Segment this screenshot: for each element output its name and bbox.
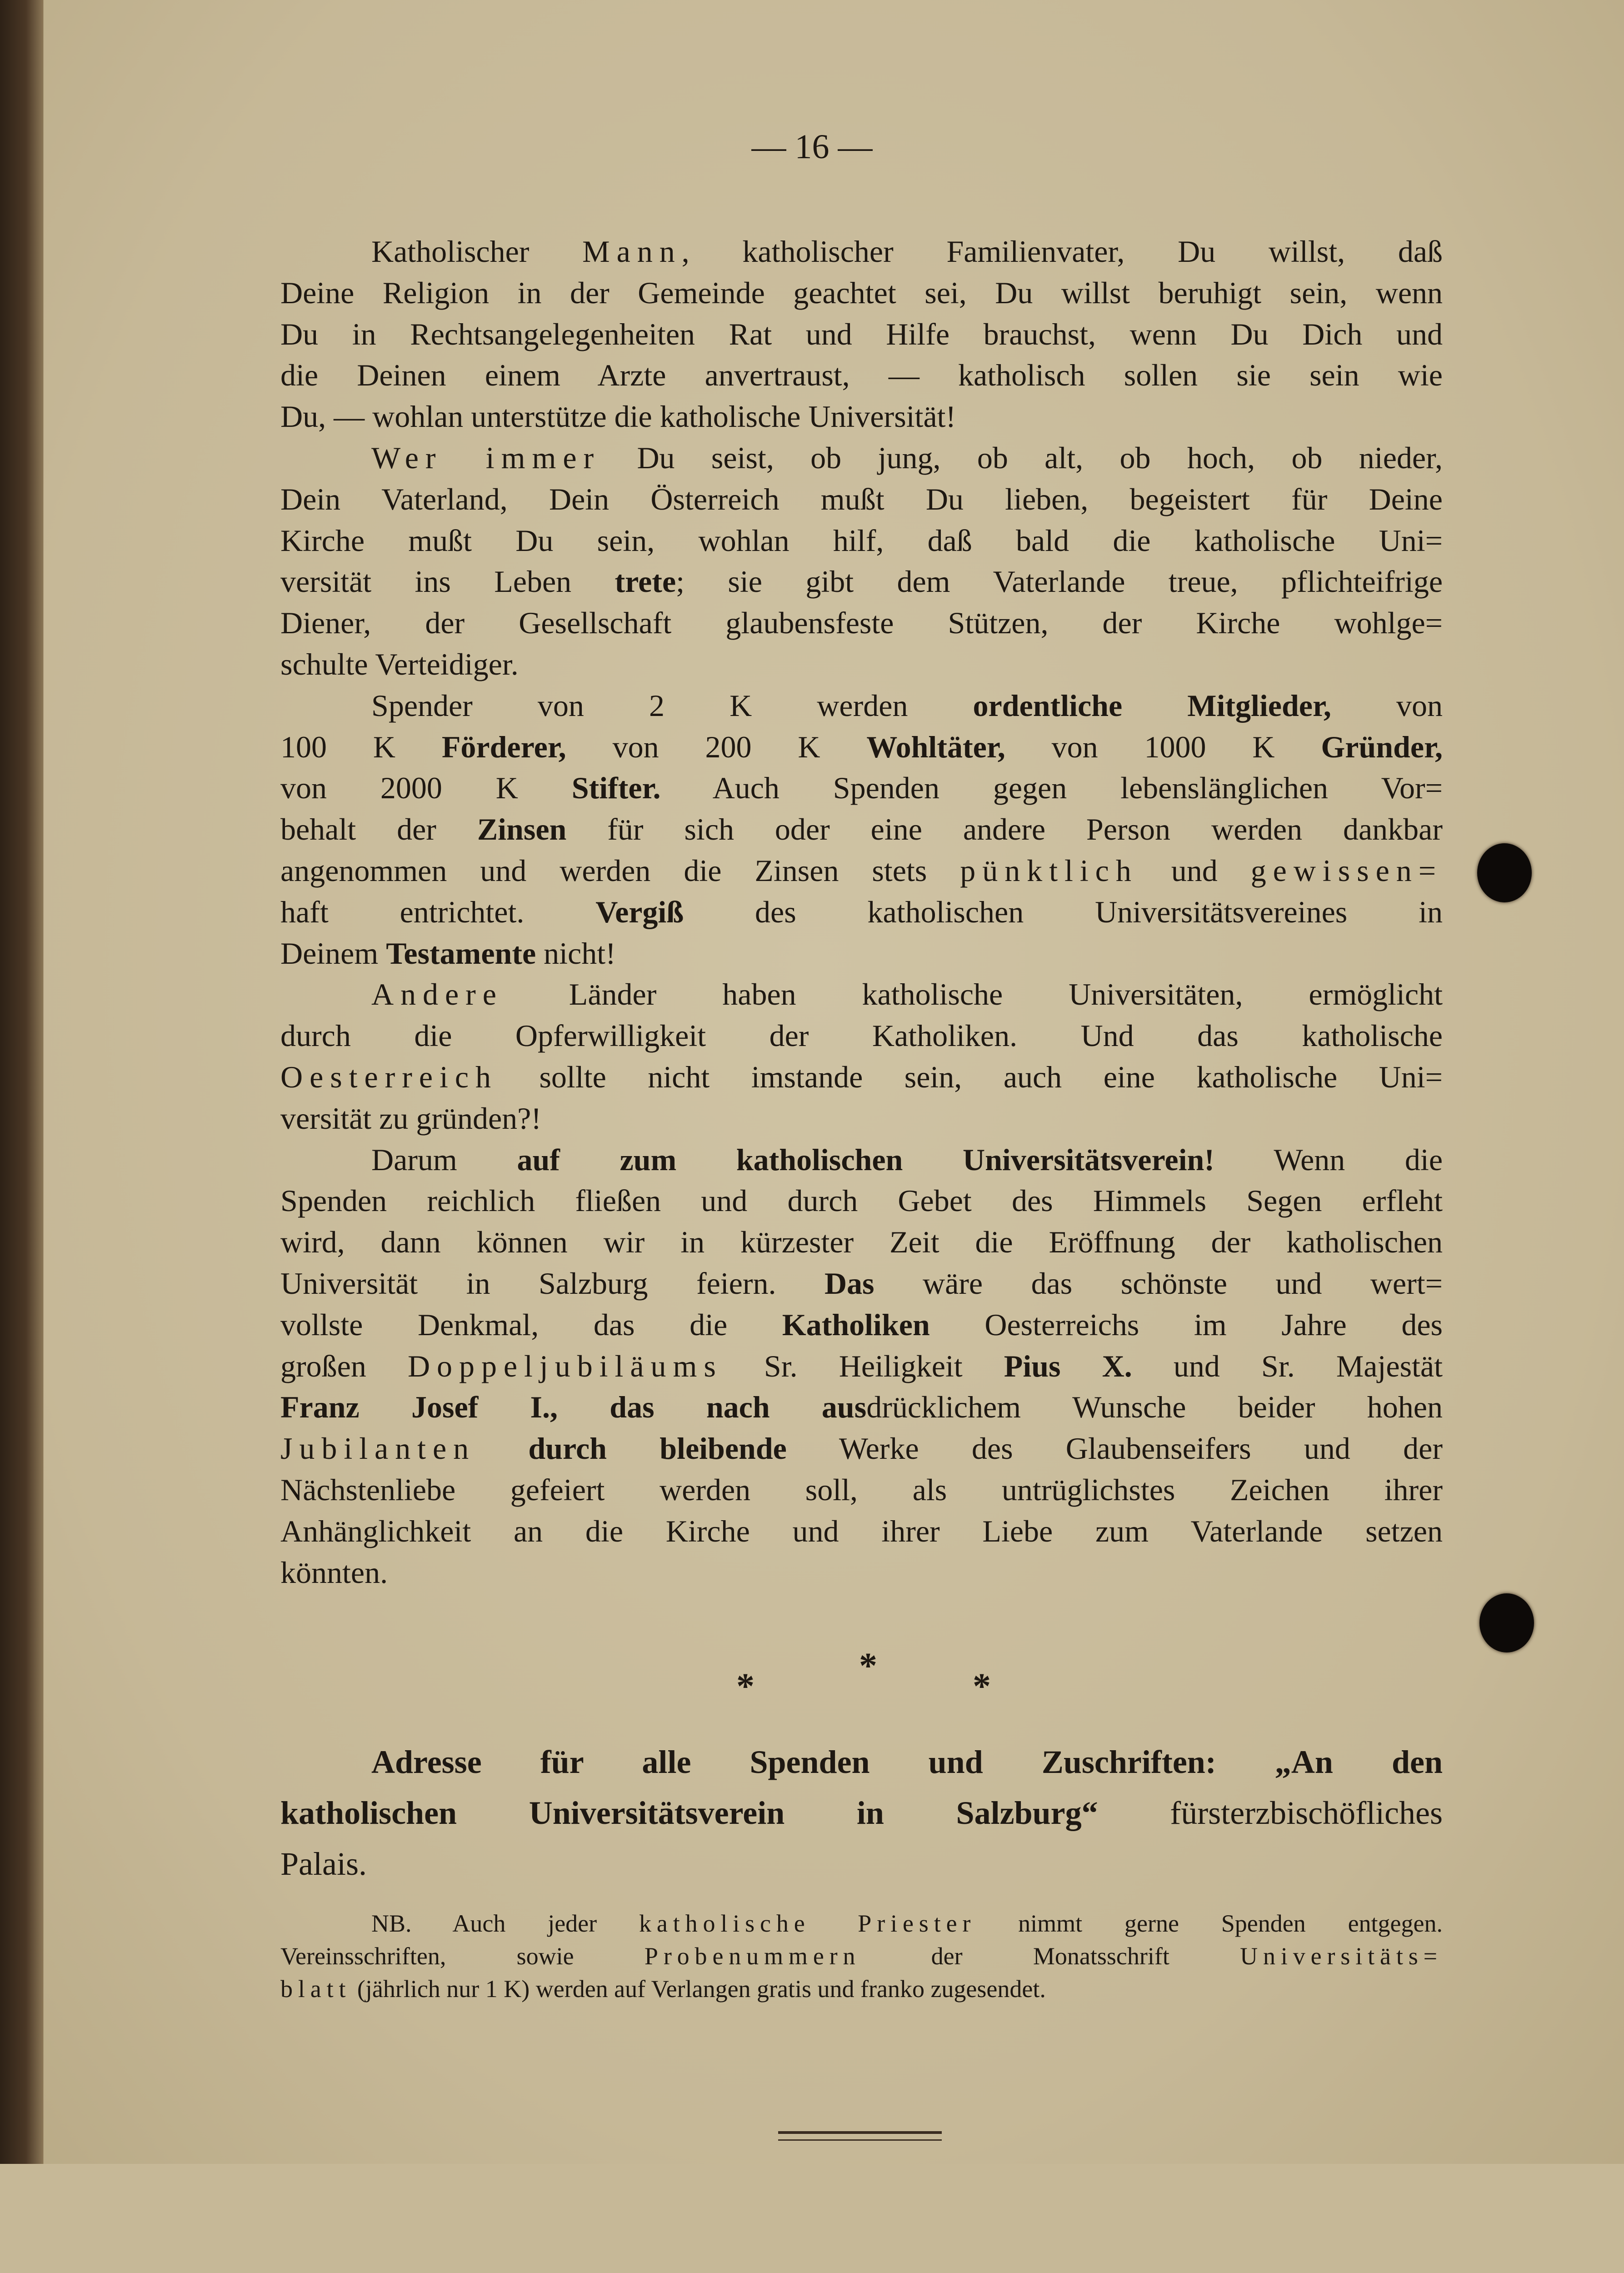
spaced-text: Doppeljubiläums (407, 1348, 723, 1383)
paragraph (280, 974, 1443, 1139)
asterism-divider (0, 1646, 1624, 1707)
text-segment: von 1000 K (1005, 729, 1321, 764)
text-segment: Deinem (280, 936, 386, 971)
address-line (280, 1787, 1443, 1838)
text-segment: von 200 K (566, 729, 867, 764)
text-line (280, 1387, 1443, 1428)
text-line (280, 1346, 1443, 1387)
text-segment: behalt der (280, 812, 477, 847)
text-segment: Auch Spenden gegen lebenslänglichen Vor= (660, 771, 1443, 806)
text-segment: und Sr. Majestät (1132, 1348, 1443, 1383)
text-segment: Vereinsschriften, sowie (280, 1943, 645, 1970)
spaced-text: Probenummern (644, 1943, 861, 1970)
text-segment: Sr. Heiligkeit (722, 1348, 1004, 1383)
text-segment: ; sie gibt dem Vaterlande treue, pflichteifrige (676, 564, 1443, 599)
text-segment (475, 1431, 528, 1466)
text-line (280, 850, 1443, 891)
text-segment: von 2000 K (280, 771, 572, 806)
star-icon: * (859, 1646, 877, 1686)
text-line (280, 809, 1443, 850)
text-segment: 100 K (280, 729, 442, 764)
paragraph (280, 1139, 1443, 1593)
bold-text: Vergiß (595, 894, 684, 929)
text-line (280, 231, 1443, 272)
text-segment: Palais. (280, 1846, 367, 1882)
text-segment: versität ins Leben (280, 564, 615, 599)
text-line (280, 767, 1443, 809)
text-line (280, 314, 1443, 355)
bold-text: Katholiken (782, 1307, 930, 1342)
bold-text: Förderer, (441, 729, 566, 764)
text-line (280, 1263, 1443, 1304)
text-segment: schulte Verteidiger. (280, 646, 519, 681)
text-segment: von (1331, 688, 1443, 723)
text-line (280, 520, 1443, 561)
page-number: — 16 — (751, 128, 873, 166)
text-line (280, 1552, 1443, 1593)
text-line (280, 437, 1443, 479)
bold-text: durch bleibende (528, 1431, 787, 1466)
text-segment: nicht! (536, 936, 616, 971)
bold-text: Das (824, 1266, 874, 1301)
text-segment: die Deinen einem Arzte anvertraust, — katholisch sollen sie sein wie (280, 358, 1443, 393)
bold-text: Adresse für alle Spenden und Zuschriften: „An den (371, 1744, 1443, 1780)
text-segment: sollte nicht imstande sein, auch eine katholische Uni= (497, 1059, 1443, 1094)
text-segment: Werke des Glaubenseifers und der (786, 1431, 1443, 1466)
text-line (280, 602, 1443, 644)
text-segment: Deine Religion in der Gemeinde geachtet sei, Du willst beruhigt sein, wenn (280, 275, 1443, 310)
text-segment: Darum (371, 1142, 517, 1177)
text-segment: vollste Denkmal, das die (280, 1307, 782, 1342)
bold-text: Franz Josef I., das nach aus (280, 1390, 867, 1425)
spaced-text: gewissen= (1250, 853, 1443, 888)
note-line (280, 1973, 1443, 2005)
bold-text: Zinsen (477, 812, 567, 847)
text-segment: könnten. (280, 1555, 388, 1590)
text-segment: Nächstenliebe gefeiert werden soll, als untrüglichstes Zeichen ihrer (280, 1472, 1443, 1507)
text-line (280, 1511, 1443, 1552)
note-line (280, 1940, 1443, 1973)
text-segment: durch die Opferwilligkeit der Katholiken. Und das katholische (280, 1018, 1443, 1053)
punch-hole (1477, 843, 1532, 902)
text-segment: Du, — wohlan unterstütze die katholische Universität! (280, 399, 956, 434)
spaced-text: katholische Priester (639, 1910, 976, 1937)
text-line (280, 1098, 1443, 1139)
divider-rule (778, 2139, 942, 2141)
address-line (280, 1737, 1443, 1787)
text-segment: wäre das schönste und wert= (874, 1266, 1443, 1301)
spaced-text: Oesterreich (280, 1059, 498, 1094)
text-segment: Dein Vaterland, Dein Österreich mußt Du lieben, begeistert für Deine (280, 481, 1443, 516)
bold-text: katholischen Universitätsverein in Salzburg“ (280, 1795, 1098, 1831)
text-line (280, 1469, 1443, 1511)
text-line (280, 355, 1443, 396)
spaced-text: blatt (280, 1975, 351, 2003)
text-line (280, 1056, 1443, 1098)
text-segment: Spender von 2 K werden (371, 688, 973, 723)
text-segment: angenommen und werden die Zinsen stets (280, 853, 960, 888)
text-segment: (jährlich nur 1 K) werden auf Verlangen gratis und franko zugesendet. (351, 1975, 1046, 2003)
text-line (280, 1180, 1443, 1222)
text-segment: Universität in Salzburg feiern. (280, 1266, 824, 1301)
text-line (280, 685, 1443, 726)
text-segment: für sich oder eine andere Person werden dankbar (566, 812, 1443, 847)
spaced-text: pünktlich (960, 853, 1138, 888)
text-segment: Katholischer (371, 234, 583, 269)
text-segment: wird, dann können wir in kürzester Zeit die Eröffnung der katholischen (280, 1225, 1443, 1260)
bold-text: ordentliche Mitglieder, (973, 688, 1331, 723)
spaced-text: Universitäts= (1240, 1943, 1443, 1970)
text-line (280, 933, 1443, 974)
address-block (280, 1737, 1443, 1889)
text-line (280, 396, 1443, 437)
text-segment: Anhänglichkeit an die Kirche und ihrer Liebe zum Vaterlande setzen (280, 1513, 1443, 1548)
text-segment: Kirche mußt Du sein, wohlan hilf, daß bald die katholische Uni= (280, 523, 1443, 558)
text-line (280, 561, 1443, 602)
text-segment: , katholischer Familienvater, Du willst, daß (681, 234, 1443, 269)
text-segment: und (1138, 853, 1251, 888)
bold-text: Gründer, (1321, 729, 1443, 764)
paragraph (280, 437, 1443, 685)
bold-text: trete (615, 564, 676, 599)
text-line (280, 1139, 1443, 1181)
text-segment: Länder haben katholische Universitäten, ermöglicht (503, 977, 1443, 1012)
text-segment: haft entrichtet. (280, 894, 596, 929)
divider-rule (778, 2131, 942, 2134)
text-line (280, 1428, 1443, 1469)
bold-text: Pius X. (1004, 1348, 1132, 1383)
bold-text: Testamente (386, 936, 536, 971)
text-line (280, 1222, 1443, 1263)
spaced-text: Wer immer (371, 440, 601, 475)
main-text (280, 231, 1443, 1593)
text-segment: des katholischen Universitätsvereines in (684, 894, 1443, 929)
spaced-text: Mann (582, 234, 682, 269)
text-segment: NB. Auch jeder (371, 1910, 639, 1937)
text-segment: drücklichem Wunsche beider hohen (866, 1390, 1443, 1425)
text-segment: Diener, der Gesellschaft glaubensfeste Stützen, der Kirche wohlge= (280, 606, 1443, 641)
paragraph (280, 685, 1443, 974)
bold-text: auf zum katholischen Universitätsverein! (517, 1142, 1214, 1177)
text-line (280, 726, 1443, 768)
star-icon: * (736, 1667, 755, 1707)
text-segment: Du in Rechtsangelegenheiten Rat und Hilfe brauchst, wenn Du Dich und (280, 316, 1443, 351)
text-line (280, 479, 1443, 520)
text-segment: nimmt gerne Spenden entgegen. (976, 1910, 1443, 1937)
note-block (280, 1907, 1443, 2005)
text-line (280, 272, 1443, 314)
address-line (280, 1838, 1443, 1889)
text-segment: großen (280, 1348, 408, 1383)
text-segment: versität zu gründen?! (280, 1101, 541, 1136)
spaced-text: Andere (371, 977, 503, 1012)
spaced-text: Jubilanten (280, 1431, 476, 1466)
punch-hole (1479, 1593, 1534, 1652)
text-line (280, 974, 1443, 1015)
text-segment: fürsterzbischöfliches (1098, 1795, 1443, 1831)
bold-text: Stifter. (571, 771, 661, 806)
text-segment: Spenden reichlich fließen und durch Gebet des Himmels Segen erfleht (280, 1183, 1443, 1218)
text-segment: Du seist, ob jung, ob alt, ob hoch, ob nieder, (600, 440, 1443, 475)
bold-text: Wohltäter, (866, 729, 1005, 764)
text-segment: der Monatsschrift (860, 1943, 1240, 1970)
text-line (280, 644, 1443, 685)
text-line (280, 1015, 1443, 1056)
paragraph (280, 231, 1443, 437)
text-segment: Oesterreichs im Jahre des (929, 1307, 1443, 1342)
text-segment: Wenn die (1214, 1142, 1443, 1177)
note-line (280, 1907, 1443, 1940)
star-icon: * (973, 1667, 991, 1707)
text-line (280, 891, 1443, 933)
text-line (280, 1304, 1443, 1346)
